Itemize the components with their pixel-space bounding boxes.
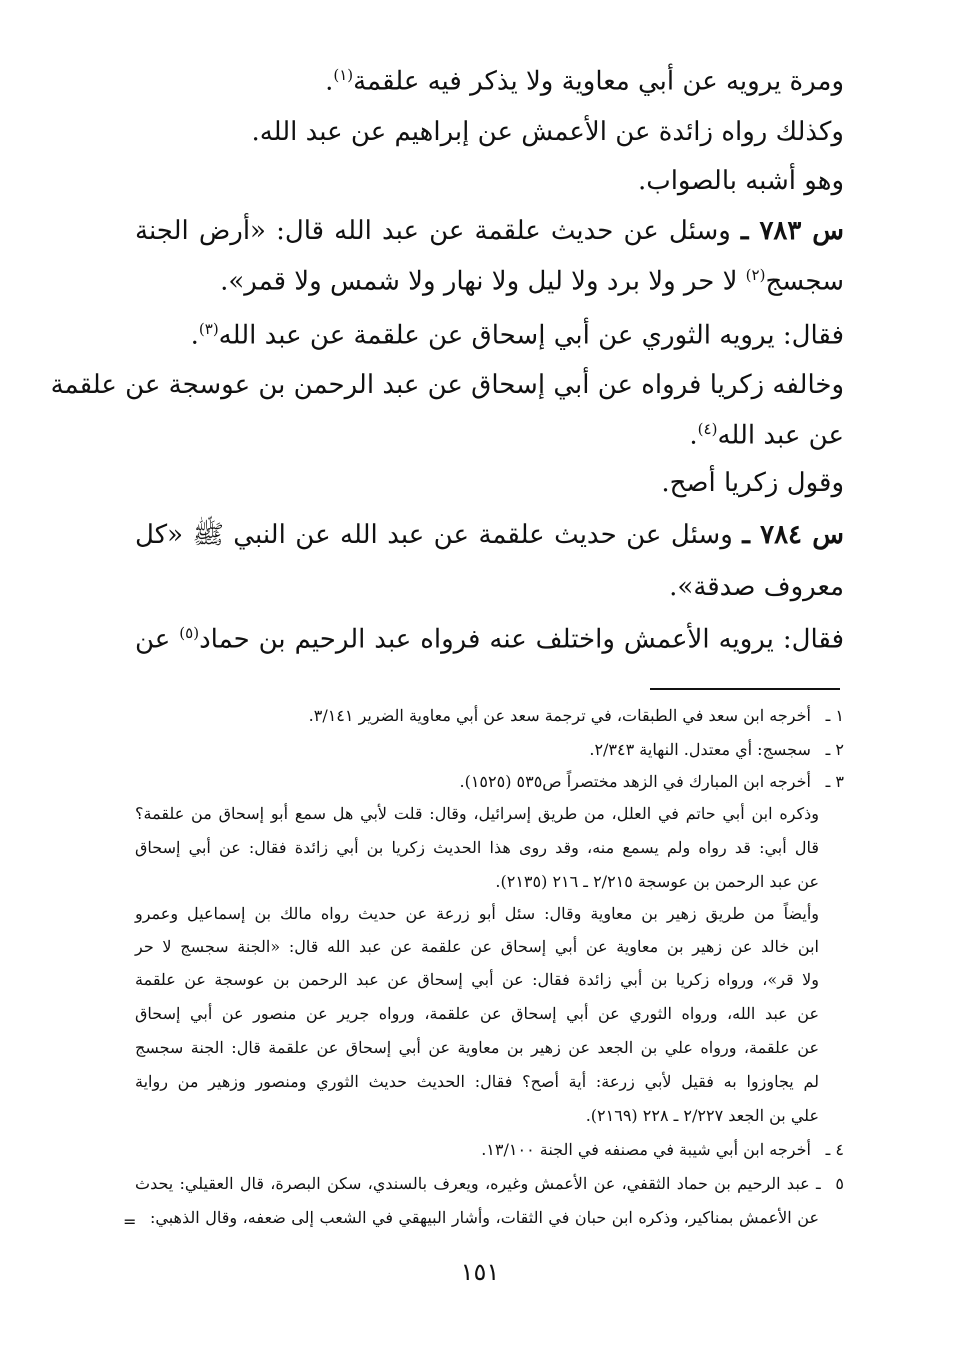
question-783-line-1 <box>135 216 844 247</box>
footnote-3-cont-3 <box>495 872 819 891</box>
footnote-number: ٤ ـ <box>825 1140 844 1159</box>
footnote-number: ٣ ـ <box>825 772 844 791</box>
footnote-text: سجسج: أي معتدل. النهاية ٢/٣٤٣. <box>589 740 811 759</box>
footnote-text: أخرجه ابن سعد في الطبقات، في ترجمة سعد عن أبي معاوية الضرير ٣/١٤١. <box>308 706 811 725</box>
footnote-3 <box>459 772 844 791</box>
footnote-5-cont-1 <box>150 1208 819 1227</box>
footnote-ref: (٥) <box>179 624 200 642</box>
main-line-tail: لا حر ولا برد ولا ليل ولا نهار ولا شمس ولا قمر». <box>220 266 746 297</box>
main-line-text: عن عبد الله <box>717 420 844 451</box>
main-line-8 <box>689 420 844 452</box>
question-784-line-2 <box>669 572 844 603</box>
page-number: ١٥١ <box>460 1258 500 1286</box>
footnote-text: عن عبد الله، ورواه الثوري عن أبي إسحاق عن علقمة، ورواه جرير عن منصور عن أبي إسحاق <box>135 1004 819 1023</box>
main-line-text: وكذلك رواه زائدة عن الأعمش عن إبراهيم عن عبد الله. <box>251 117 844 147</box>
main-line-text: وهو أشبه بالصواب. <box>637 166 844 196</box>
main-line-text: وسئل عن حديث علقمة عن عبد الله عن النبي ﷺ «كل <box>135 520 743 550</box>
footnote-number: ١ ـ <box>825 706 844 725</box>
footnote-3-cont-2 <box>135 838 819 857</box>
footnote-separator <box>650 688 840 690</box>
footnote-text: قال أبي: قد رواه ولم يسمع منه، وقد روى هذا الحديث زكريا بن أبي زائدة فقال: عن أبي إسحاق <box>135 838 820 857</box>
footnote-text: عن علقمة، ورواه علي بن الجعد عن زهير بن معاوية عن أبي إسحاق عن علقمة قال: الجنة سجسج <box>135 1038 820 1057</box>
main-line-7 <box>50 370 844 401</box>
footnote-text: علي بن الجعد ٢/٢٢٧ ـ ٢٢٨ (٢١٦٩). <box>585 1106 819 1125</box>
footnote-number: ٢ ـ <box>825 740 844 759</box>
footnote-ref: (٤) <box>697 420 718 438</box>
main-line-text: ومرة يرويه عن أبي معاوية ولا يذكر فيه علقمة <box>353 66 844 97</box>
main-line-12 <box>135 624 844 656</box>
footnote-3-cont-8 <box>135 1038 819 1057</box>
main-line-6 <box>191 320 844 352</box>
footnote-text: عبد الرحيم بن حماد الثقفي، عن الأعمش وغيره، ويعرف بالسندي، سكن البصرة، قال العقيلي: يحدث <box>135 1174 810 1193</box>
footnote-2 <box>589 740 844 759</box>
footnote-3-cont-9 <box>135 1072 819 1091</box>
question-number: س ٧٨٣ ـ <box>740 216 845 246</box>
footnote-1 <box>309 706 844 725</box>
footnote-text: ولا قر»، ورواه زكريا بن أبي زائدة فقال: عن أبي إسحاق عن عبد الرحمن بن عوسجة عن علقمة <box>135 970 819 989</box>
footnote-4 <box>481 1140 844 1159</box>
main-line-text: فقال: يرويه الثوري عن أبي إسحاق عن علقمة عن عبد الله <box>218 320 844 351</box>
footnote-3-cont-4 <box>135 904 819 923</box>
question-784-line-1 <box>135 520 844 551</box>
footnote-text: ابن خالد عن زهير بن معاوية عن أبي إسحاق عن علقمة عن عبد الله قال: «الجنة سجسج لا حر <box>135 937 819 956</box>
main-line-text: سجسج <box>765 266 844 297</box>
footnote-3-cont-5 <box>135 937 819 956</box>
continuation-mark: = <box>123 1212 137 1231</box>
footnote-5 <box>135 1174 844 1193</box>
main-line-tail: عن <box>135 624 180 655</box>
main-line-text: معروف صدقة». <box>669 572 844 602</box>
footnote-ref: (١) <box>333 66 354 84</box>
main-line-text: وخالفه زكريا فرواه عن أبي إسحاق عن عبد الرحمن بن عوسجة عن علقمة <box>50 370 844 400</box>
footnote-3-cont-6 <box>135 970 819 989</box>
main-line-3 <box>638 166 844 197</box>
footnote-text: لم يجاوزوا به فقيل لأبي زرعة: أية أصح؟ فقال: الحديث حديث الثوري ومنصور وزهير من رواية <box>135 1072 820 1091</box>
footnote-text: وذكره ابن أبي حاتم في العلل، من طريق إسرائيل، وقال: قلت لأبي هل سمع أبو إسحاق من علقمة؟ <box>135 804 819 823</box>
footnote-3-cont-7 <box>135 1004 819 1023</box>
footnote-ref: (٢) <box>745 266 766 284</box>
footnote-text: عن عبد الرحمن بن عوسجة ٢/٢١٥ ـ ٢١٦ (٢١٣٥). <box>495 872 819 891</box>
footnote-text: أخرجه ابن المبارك في الزهد مختصراً ص٥٣٥ (١٥٢٥). <box>459 772 811 791</box>
footnote-text: وأيضاً من طريق زهير بن معاوية وقال: سئل أبو زرعة عن حديث رواه مالك بن إسماعيل وعمرو <box>135 904 819 923</box>
footnote-3-cont-1 <box>135 804 819 823</box>
question-number: س ٧٨٤ ـ <box>742 520 845 550</box>
main-line-text: وسئل عن حديث علقمة عن عبد الله قال: «أرض الجنة <box>135 216 741 246</box>
main-line-tail: . <box>190 320 199 351</box>
main-line-9 <box>661 468 844 499</box>
footnote-text: أخرجه ابن أبي شيبة في مصنفه في الجنة ١٣/١٠٠. <box>481 1140 811 1159</box>
main-line-1 <box>325 66 844 98</box>
footnote-ref: (٣) <box>198 320 219 338</box>
question-783-line-2 <box>220 266 844 298</box>
main-line-text: وقول زكريا أصح. <box>661 468 844 498</box>
footnote-text: عن الأعمش بمناكير، وذكره ابن حبان في الثقات، وأشار البيهقي في الشعب إلى ضعفه، وقال الذهبي: <box>150 1208 819 1227</box>
main-line-tail: . <box>689 420 698 451</box>
footnote-3-cont-10 <box>586 1106 819 1125</box>
footnote-number: ٥ ـ <box>816 1174 844 1193</box>
main-line-tail: . <box>325 66 334 97</box>
main-line-2 <box>251 117 844 148</box>
main-line-text: فقال: يرويه الأعمش واختلف عنه فرواه عبد الرحيم بن حماد <box>199 624 845 655</box>
